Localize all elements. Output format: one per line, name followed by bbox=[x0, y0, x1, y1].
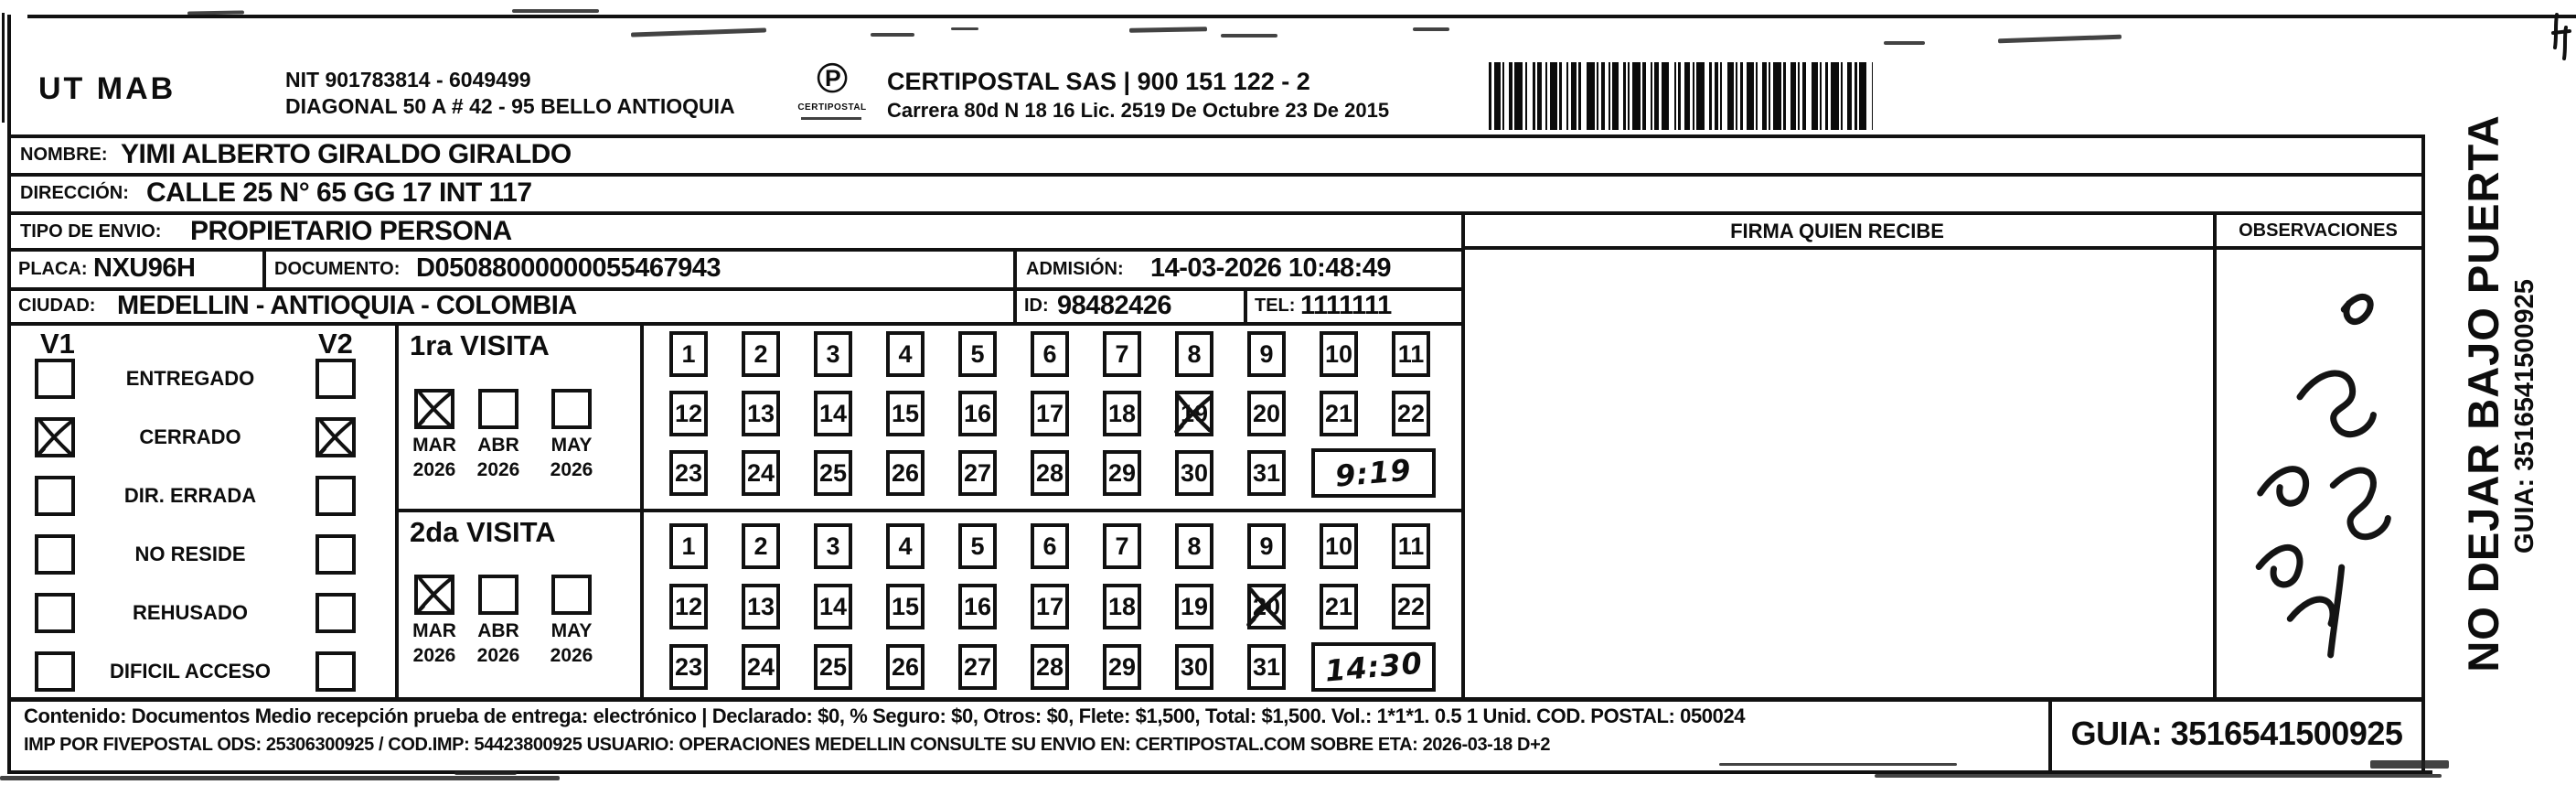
admision-value: 14-03-2026 10:48:49 bbox=[1150, 253, 1391, 283]
footer-guia-box: GUIA: 3516541500925 bbox=[2070, 715, 2403, 752]
barcode-bar bbox=[1790, 62, 1796, 130]
day-number: 31 bbox=[1252, 458, 1281, 487]
day-box-12 bbox=[669, 584, 708, 629]
day-box-8 bbox=[1175, 523, 1213, 569]
day-box-12 bbox=[669, 391, 708, 436]
day-number: 10 bbox=[1324, 339, 1353, 368]
day-box-5 bbox=[958, 331, 997, 377]
row-line bbox=[7, 248, 1465, 252]
day-box-23 bbox=[669, 644, 708, 690]
day-number: 24 bbox=[746, 458, 775, 487]
barcode-bar bbox=[1587, 62, 1595, 130]
day-number: 26 bbox=[891, 652, 920, 681]
barcode-bar bbox=[1773, 62, 1781, 130]
barcode-bar bbox=[1756, 62, 1758, 130]
day-number: 23 bbox=[674, 652, 703, 681]
handwritten-x-mark bbox=[315, 417, 357, 458]
barcode-bar bbox=[1802, 62, 1806, 130]
direccion-label: DIRECCIÓN: bbox=[20, 183, 129, 203]
visit1-day-grid bbox=[640, 322, 1461, 509]
day-number: 5 bbox=[970, 532, 985, 560]
day-number: 5 bbox=[970, 339, 985, 368]
day-number: 14 bbox=[818, 399, 848, 427]
day-box-7 bbox=[1103, 523, 1141, 569]
day-box-11 bbox=[1392, 523, 1430, 569]
barcode-bar bbox=[1825, 62, 1828, 130]
corner-pen-mark bbox=[2549, 11, 2573, 62]
v1-header: V1 bbox=[40, 328, 75, 360]
v2-checkbox-cerrado bbox=[315, 417, 356, 457]
day-number: 29 bbox=[1107, 458, 1137, 487]
day-box-27 bbox=[958, 644, 997, 690]
barcode-bar bbox=[1855, 62, 1857, 130]
barcode-bar bbox=[1847, 62, 1852, 130]
visit1-months bbox=[395, 322, 640, 509]
day-number: 11 bbox=[1397, 339, 1425, 368]
scan-smudge bbox=[1221, 34, 1277, 38]
scan-smudge bbox=[1719, 763, 1957, 766]
barcode bbox=[1489, 62, 1873, 130]
day-box-30 bbox=[1175, 644, 1213, 690]
barcode-bar bbox=[1841, 62, 1843, 130]
day-box-29 bbox=[1103, 644, 1141, 690]
scan-smudge bbox=[2370, 760, 2449, 769]
day-number: 30 bbox=[1180, 652, 1209, 681]
cell-divider bbox=[262, 248, 266, 291]
day-number: 23 bbox=[674, 458, 703, 487]
barcode-bar bbox=[1489, 62, 1491, 130]
day-number: 14 bbox=[818, 592, 848, 620]
month-label: ABR bbox=[477, 620, 519, 641]
month-year-label: 2026 bbox=[412, 645, 456, 666]
day-number: 29 bbox=[1107, 652, 1137, 681]
day-box-31 bbox=[1247, 450, 1286, 496]
visit2-title: 2da VISITA bbox=[410, 516, 556, 548]
day-box-26 bbox=[886, 644, 925, 690]
handwritten-time: 9:19 bbox=[1333, 452, 1414, 494]
month-label: MAY bbox=[550, 620, 593, 641]
status-label: NO RESIDE bbox=[134, 543, 246, 565]
day-box-1 bbox=[669, 331, 708, 377]
barcode-bar bbox=[1601, 62, 1605, 130]
day-box-19 bbox=[1175, 391, 1213, 436]
row-line bbox=[7, 173, 2425, 177]
barcode-bar bbox=[1651, 62, 1652, 130]
visit1-month-abr-checkbox bbox=[478, 389, 518, 429]
sender-nit: NIT 901783814 - 6049499 bbox=[285, 68, 531, 91]
day-number: 27 bbox=[963, 458, 992, 487]
day-number: 22 bbox=[1396, 592, 1426, 620]
day-number: 19 bbox=[1180, 399, 1209, 427]
v1-checkbox-dificil-acceso bbox=[35, 651, 75, 692]
cell-divider bbox=[1244, 287, 1247, 326]
day-box-14 bbox=[814, 391, 852, 436]
day-number: 20 bbox=[1252, 592, 1281, 620]
barcode-bar bbox=[1494, 62, 1501, 130]
day-number: 28 bbox=[1035, 458, 1064, 487]
barcode-bar bbox=[1709, 62, 1712, 130]
tipo-envio-value: PROPIETARIO PERSONA bbox=[190, 216, 512, 246]
day-box-15 bbox=[886, 391, 925, 436]
barcode-bar bbox=[1662, 62, 1669, 130]
day-number: 18 bbox=[1107, 399, 1137, 427]
barcode-bar bbox=[1502, 62, 1504, 130]
direccion-value: CALLE 25 N° 65 GG 17 INT 117 bbox=[146, 177, 532, 208]
day-box-11 bbox=[1392, 331, 1430, 377]
day-box-10 bbox=[1320, 523, 1358, 569]
nombre-label: NOMBRE: bbox=[20, 145, 108, 165]
observaciones-handwriting bbox=[2202, 247, 2439, 702]
visit2-month-mar-checkbox bbox=[414, 575, 454, 615]
day-box-17 bbox=[1031, 391, 1069, 436]
barcode-bar bbox=[1812, 62, 1818, 130]
day-box-2 bbox=[742, 331, 780, 377]
day-box-20 bbox=[1247, 584, 1286, 629]
day-number: 21 bbox=[1324, 399, 1353, 427]
day-number: 1 bbox=[681, 339, 696, 368]
day-number: 15 bbox=[891, 592, 920, 620]
day-number: 27 bbox=[963, 652, 992, 681]
day-box-25 bbox=[814, 450, 852, 496]
day-number: 7 bbox=[1115, 339, 1129, 368]
day-number: 4 bbox=[898, 532, 913, 560]
day-number: 24 bbox=[746, 652, 775, 681]
v2-checkbox-dir-errada bbox=[315, 476, 356, 516]
day-box-21 bbox=[1320, 391, 1358, 436]
day-number: 18 bbox=[1107, 592, 1137, 620]
ciudad-label: CIUDAD: bbox=[18, 296, 96, 316]
scan-smudge bbox=[1875, 774, 2442, 778]
logo-underline bbox=[801, 117, 861, 120]
sender-address: DIAGONAL 50 A # 42 - 95 BELLO ANTIOQUIA bbox=[285, 94, 735, 118]
cell-divider bbox=[1013, 248, 1017, 326]
day-box-13 bbox=[742, 391, 780, 436]
barcode-bar bbox=[1654, 62, 1659, 130]
day-box-30 bbox=[1175, 450, 1213, 496]
day-number: 4 bbox=[898, 339, 913, 368]
scan-smudge bbox=[631, 27, 766, 37]
row-line bbox=[7, 211, 2425, 215]
barcode-bar bbox=[1715, 62, 1718, 130]
status-checklist bbox=[7, 322, 395, 697]
certipostal-logo-caption: CERTIPOSTAL bbox=[797, 102, 867, 113]
day-box-16 bbox=[958, 584, 997, 629]
v1-checkbox-dir-errada bbox=[35, 476, 75, 516]
day-number: 3 bbox=[826, 532, 840, 560]
day-box-29 bbox=[1103, 450, 1141, 496]
day-box-20 bbox=[1247, 391, 1286, 436]
day-number: 2 bbox=[754, 532, 768, 560]
day-box-9 bbox=[1247, 331, 1286, 377]
side-note-guia: GUIA: 3516541500925 bbox=[2510, 279, 2539, 554]
day-box-3 bbox=[814, 331, 852, 377]
top-border bbox=[27, 15, 2576, 18]
day-number: 15 bbox=[891, 399, 920, 427]
v1-checkbox-cerrado bbox=[35, 417, 75, 457]
nombre-value: YIMI ALBERTO GIRALDO GIRALDO bbox=[121, 139, 572, 169]
day-number: 21 bbox=[1324, 592, 1353, 620]
day-box-22 bbox=[1392, 584, 1430, 629]
day-number: 8 bbox=[1187, 532, 1202, 560]
month-label: ABR bbox=[477, 435, 519, 456]
barcode-bar bbox=[1736, 62, 1737, 130]
tel-label: TEL: bbox=[1255, 296, 1296, 316]
company-line2: Carrera 80d N 18 16 Lic. 2519 De Octubre 23 De 2015 bbox=[887, 99, 1390, 122]
day-box-1 bbox=[669, 523, 708, 569]
day-box-23 bbox=[669, 450, 708, 496]
day-box-24 bbox=[742, 644, 780, 690]
side-note-no-dejar: NO DEJAR BAJO PUERTA bbox=[2459, 114, 2507, 672]
sender-name: UT MAB bbox=[38, 71, 176, 106]
status-label: DIFICIL ACCESO bbox=[109, 660, 271, 683]
handwritten-x-mark bbox=[1245, 582, 1288, 632]
day-box-19 bbox=[1175, 584, 1213, 629]
day-box-10 bbox=[1320, 331, 1358, 377]
barcode-bar bbox=[1684, 62, 1690, 130]
company-line1: CERTIPOSTAL SAS | 900 151 122 - 2 bbox=[887, 68, 1310, 95]
day-box-4 bbox=[886, 523, 925, 569]
day-box-31 bbox=[1247, 644, 1286, 690]
visit1-month-mar-checkbox bbox=[414, 389, 454, 429]
month-label: MAR bbox=[412, 620, 456, 641]
scan-smudge bbox=[871, 33, 914, 37]
day-box-22 bbox=[1392, 391, 1430, 436]
barcode-bar bbox=[1623, 62, 1626, 130]
barcode-bar bbox=[1696, 62, 1705, 130]
documento-label: DOCUMENTO: bbox=[274, 259, 401, 279]
visit1-title: 1ra VISITA bbox=[410, 329, 550, 361]
barcode-bar bbox=[1509, 62, 1512, 130]
ciudad-value: MEDELLIN - ANTIOQUIA - COLOMBIA bbox=[117, 291, 577, 320]
barcode-bar bbox=[1747, 62, 1754, 130]
v2-checkbox-no-reside bbox=[315, 534, 356, 575]
day-number: 8 bbox=[1187, 339, 1202, 368]
scan-smudge bbox=[1129, 27, 1207, 32]
day-box-17 bbox=[1031, 584, 1069, 629]
day-number: 19 bbox=[1180, 592, 1209, 620]
day-number: 11 bbox=[1397, 532, 1425, 560]
month-label: MAR bbox=[412, 435, 456, 456]
day-number: 25 bbox=[818, 652, 848, 681]
barcode-bar bbox=[1769, 62, 1770, 130]
day-number: 12 bbox=[674, 399, 703, 427]
visit2-month-abr-checkbox bbox=[478, 575, 518, 615]
day-box-5 bbox=[958, 523, 997, 569]
day-box-13 bbox=[742, 584, 780, 629]
handwritten-x-mark bbox=[1172, 389, 1216, 439]
v1-checkbox-rehusado bbox=[35, 593, 75, 633]
handwritten-time: 14:30 bbox=[1323, 645, 1424, 689]
day-box-9 bbox=[1247, 523, 1286, 569]
day-box-15 bbox=[886, 584, 925, 629]
day-number: 22 bbox=[1396, 399, 1426, 427]
scan-smudge bbox=[951, 27, 978, 30]
placa-label: PLACA: bbox=[18, 259, 88, 279]
v1-checkbox-no-reside bbox=[35, 534, 75, 575]
admision-label: ADMISIÓN: bbox=[1026, 259, 1124, 279]
day-box-28 bbox=[1031, 644, 1069, 690]
day-number: 6 bbox=[1042, 532, 1057, 560]
scan-smudge bbox=[1413, 27, 1449, 31]
row-line bbox=[7, 134, 2425, 138]
barcode-bar bbox=[1545, 62, 1547, 130]
id-value: 98482426 bbox=[1057, 291, 1172, 320]
barcode-bar bbox=[1632, 62, 1641, 130]
month-year-label: 2026 bbox=[476, 645, 520, 666]
day-box-6 bbox=[1031, 331, 1069, 377]
day-box-4 bbox=[886, 331, 925, 377]
barcode-bar bbox=[1872, 62, 1873, 130]
day-number: 17 bbox=[1035, 592, 1064, 620]
observaciones-header: OBSERVACIONES bbox=[2239, 220, 2398, 241]
barcode-bar bbox=[1642, 62, 1646, 130]
day-box-27 bbox=[958, 450, 997, 496]
barcode-bar bbox=[1720, 62, 1722, 130]
barcode-bar bbox=[1783, 62, 1786, 130]
tel-value: 1111111 bbox=[1300, 291, 1392, 320]
v2-checkbox-rehusado bbox=[315, 593, 356, 633]
barcode-bar bbox=[1571, 62, 1577, 130]
barcode-bar bbox=[1533, 62, 1535, 130]
barcode-bar bbox=[1537, 62, 1542, 130]
day-number: 10 bbox=[1324, 532, 1353, 560]
month-year-label: 2026 bbox=[550, 645, 593, 666]
month-year-label: 2026 bbox=[476, 459, 520, 480]
day-number: 13 bbox=[746, 592, 775, 620]
handwritten-x-mark bbox=[414, 389, 455, 430]
barcode-bar bbox=[1798, 62, 1800, 130]
day-box-21 bbox=[1320, 584, 1358, 629]
day-box-28 bbox=[1031, 450, 1069, 496]
day-number: 6 bbox=[1042, 339, 1057, 368]
documento-value: D05088000000055467943 bbox=[416, 253, 721, 283]
footer-line2: IMP POR FIVEPOSTAL ODS: 25306300925 / COD.IMP: 54423800925 USUARIO: OPERACIONES MEDELLIN CONSULTE SU ENVIO EN: CERTIPOSTAL.COM SOBRE ETA: 2026-03-18 D+2 bbox=[24, 735, 1551, 755]
visit1-month-may-checkbox bbox=[551, 389, 592, 429]
barcode-bar bbox=[1678, 62, 1681, 130]
tipo-envio-label: TIPO DE ENVIO: bbox=[20, 221, 162, 242]
day-number: 9 bbox=[1259, 339, 1274, 368]
day-number: 31 bbox=[1252, 652, 1281, 681]
barcode-bar bbox=[1514, 62, 1523, 130]
barcode-bar bbox=[1525, 62, 1527, 130]
day-number: 28 bbox=[1035, 652, 1064, 681]
day-number: 7 bbox=[1115, 532, 1129, 560]
id-label: ID: bbox=[1024, 296, 1049, 316]
barcode-bar bbox=[1628, 62, 1630, 130]
day-number: 3 bbox=[826, 339, 840, 368]
day-box-18 bbox=[1103, 584, 1141, 629]
visit2-day-grid bbox=[640, 509, 1461, 697]
v2-checkbox-entregado bbox=[315, 359, 356, 399]
visit1-time-box bbox=[1311, 448, 1436, 498]
v2-header: V2 bbox=[318, 328, 353, 360]
scan-smudge bbox=[454, 771, 517, 775]
status-label: REHUSADO bbox=[133, 601, 248, 624]
scan-smudge bbox=[512, 9, 599, 13]
barcode-bar bbox=[1831, 62, 1839, 130]
barcode-bar bbox=[1762, 62, 1767, 130]
firma-signature-area bbox=[1461, 250, 2213, 697]
day-box-16 bbox=[958, 391, 997, 436]
v1-checkbox-entregado bbox=[35, 359, 75, 399]
day-number: 2 bbox=[754, 339, 768, 368]
month-label: MAY bbox=[550, 435, 593, 456]
day-box-8 bbox=[1175, 331, 1213, 377]
day-box-3 bbox=[814, 523, 852, 569]
handwritten-x-mark bbox=[35, 417, 76, 458]
day-box-6 bbox=[1031, 523, 1069, 569]
day-number: 12 bbox=[674, 592, 703, 620]
day-number: 9 bbox=[1259, 532, 1274, 560]
day-box-2 bbox=[742, 523, 780, 569]
status-label: DIR. ERRADA bbox=[123, 484, 257, 507]
handwritten-x-mark bbox=[414, 575, 455, 616]
visit2-months bbox=[395, 509, 640, 697]
barcode-bar bbox=[1559, 62, 1562, 130]
footer-line1: Contenido: Documentos Medio recepción prueba de entrega: electrónico | Declarado: $0, % Seguro: $0, Otros: $0, Flete: $1,500, Total: $1,500. Vol.: 1*1*1. 0.5 1 Unid. COD. POSTAL: 050024 bbox=[24, 704, 1746, 727]
scan-smudge bbox=[0, 776, 560, 780]
scan-smudge bbox=[1998, 35, 2122, 44]
barcode-bar bbox=[1578, 62, 1581, 130]
day-box-14 bbox=[814, 584, 852, 629]
day-number: 17 bbox=[1035, 399, 1064, 427]
barcode-bar bbox=[1674, 62, 1676, 130]
visit2-month-may-checkbox bbox=[551, 575, 592, 615]
day-box-25 bbox=[814, 644, 852, 690]
day-number: 1 bbox=[681, 532, 696, 560]
barcode-bar bbox=[1859, 62, 1866, 130]
day-number: 16 bbox=[963, 399, 992, 427]
day-box-7 bbox=[1103, 331, 1141, 377]
scan-smudge bbox=[1884, 41, 1925, 45]
barcode-bar bbox=[1566, 62, 1568, 130]
certipostal-logo-icon: ℗ bbox=[817, 54, 848, 102]
barcode-bar bbox=[1597, 62, 1598, 130]
barcode-bar bbox=[1727, 62, 1734, 130]
barcode-bar bbox=[1612, 62, 1619, 130]
day-number: 25 bbox=[818, 458, 848, 487]
day-number: 30 bbox=[1180, 458, 1209, 487]
visit2-time-box bbox=[1311, 642, 1436, 692]
day-number: 26 bbox=[891, 458, 920, 487]
firma-header: FIRMA QUIEN RECIBE bbox=[1730, 220, 1944, 242]
barcode-bar bbox=[1609, 62, 1610, 130]
day-number: 16 bbox=[963, 592, 992, 620]
day-number: 20 bbox=[1252, 399, 1281, 427]
day-box-18 bbox=[1103, 391, 1141, 436]
month-year-label: 2026 bbox=[412, 459, 456, 480]
status-label: ENTREGADO bbox=[125, 367, 255, 390]
barcode-bar bbox=[1740, 62, 1743, 130]
barcode-bar bbox=[1693, 62, 1694, 130]
barcode-bar bbox=[1550, 62, 1557, 130]
day-box-26 bbox=[886, 450, 925, 496]
month-year-label: 2026 bbox=[550, 459, 593, 480]
v2-checkbox-dificil-acceso bbox=[315, 651, 356, 692]
left-edge-mark bbox=[2, 13, 5, 123]
status-label: CERRADO bbox=[139, 425, 241, 448]
placa-value: NXU96H bbox=[93, 253, 196, 283]
day-number: 13 bbox=[746, 399, 775, 427]
barcode-bar bbox=[1820, 62, 1822, 130]
day-box-24 bbox=[742, 450, 780, 496]
